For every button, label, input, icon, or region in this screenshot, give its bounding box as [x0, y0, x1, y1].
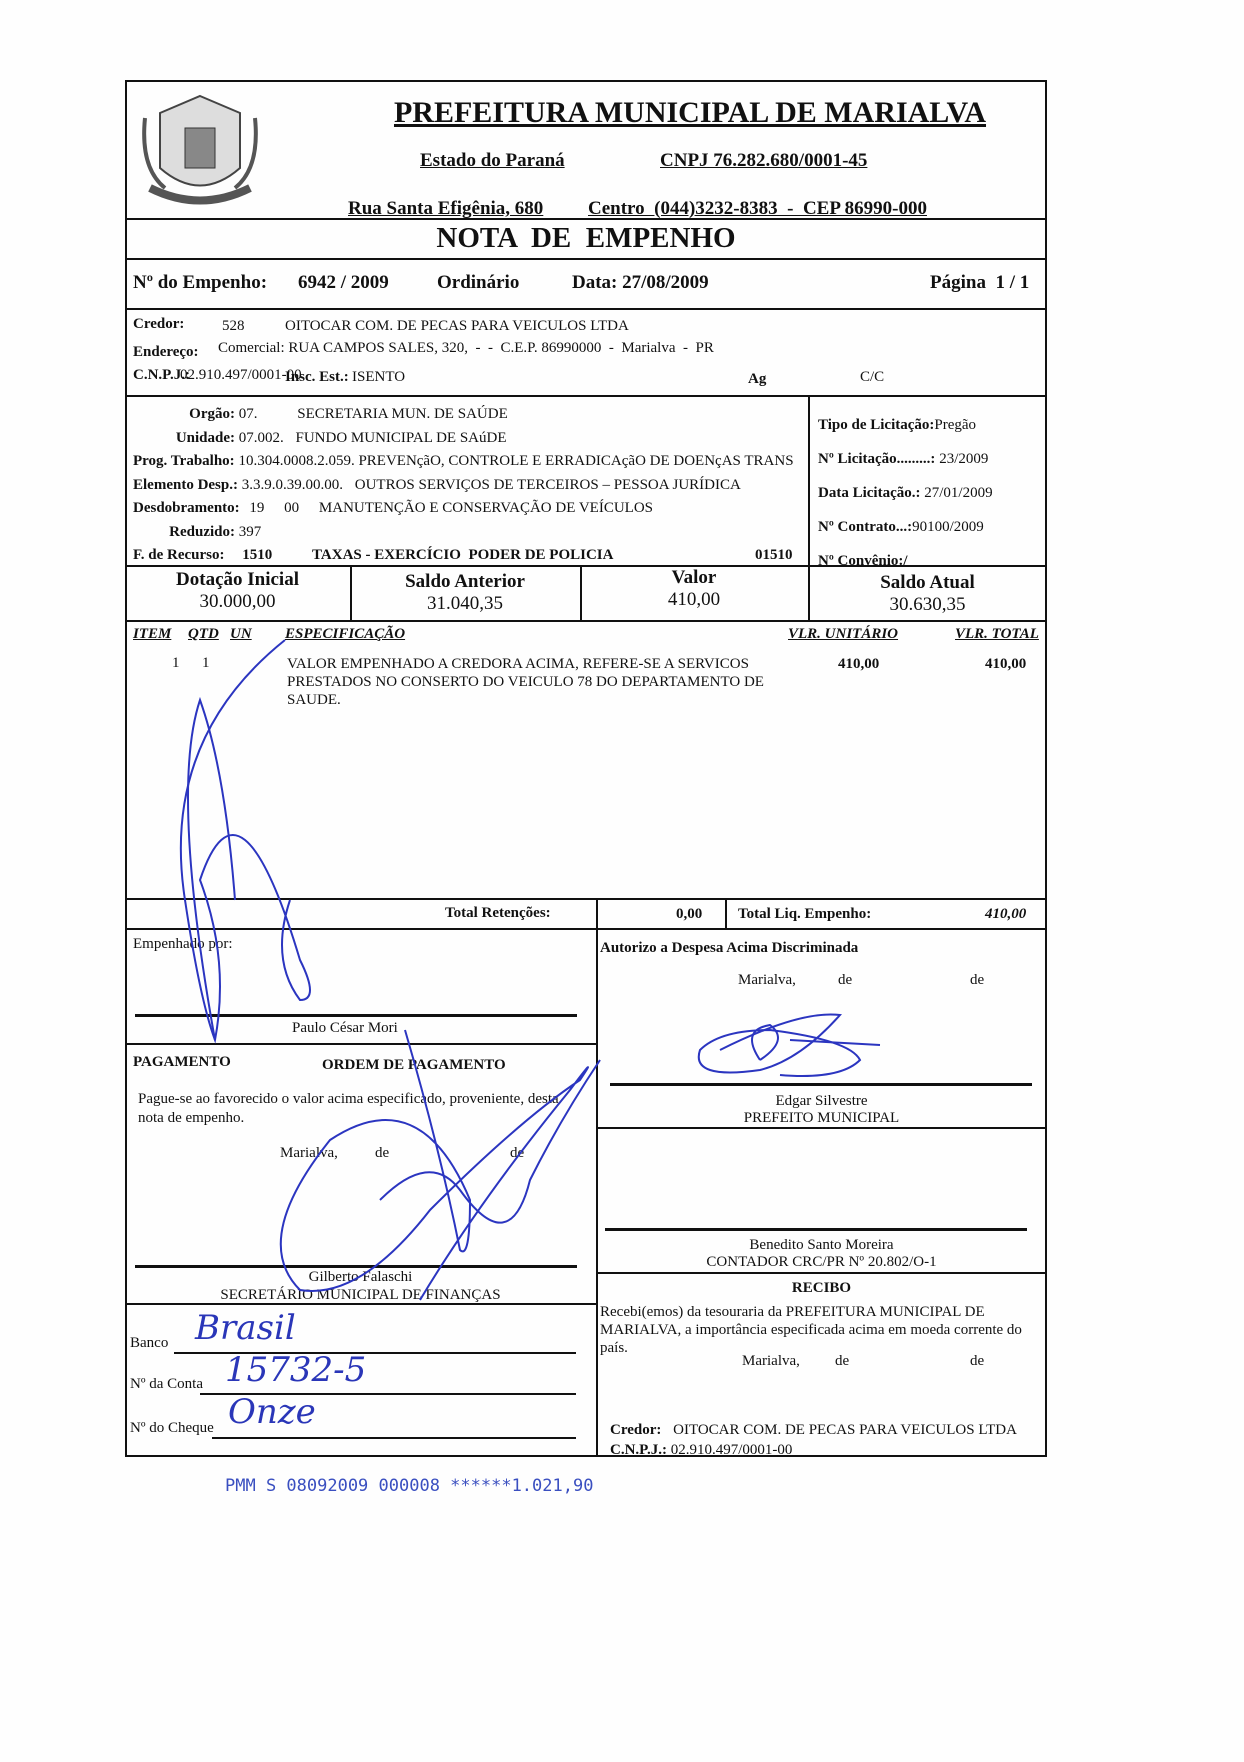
empenho-label: Nº do Empenho:	[133, 272, 268, 293]
prog-code: 10.304.0008.2.059.	[238, 453, 355, 469]
elem-name: OUTROS SERVIÇOS DE TERCEIROS – PESSOA JURÍDICA	[354, 476, 741, 493]
desd-code: 19	[249, 500, 265, 516]
secretario-title: SECRETÁRIO MUNICIPAL DE FINANÇAS	[220, 1287, 501, 1303]
convenio-label: Nº Convênio:/	[818, 553, 908, 569]
col-item: ITEM	[133, 626, 172, 642]
reduzido-value: 397	[238, 523, 262, 540]
recurso-name: TAXAS - EXERCÍCIO PODER DE POLICIA	[312, 547, 614, 563]
empenhado-label: Empenhado por:	[133, 936, 233, 952]
contador-title: CONTADOR CRC/PR Nº 20.802/O-1	[706, 1254, 937, 1270]
desd-sub: 00	[284, 500, 300, 516]
page-number: Página 1 / 1	[930, 272, 1030, 293]
recibo-text-1: Recebi(emos) da tesouraria da PREFEITURA MUNICIPAL DE	[600, 1304, 985, 1320]
saldo-anterior: Saldo Anterior 31.040,35	[405, 571, 525, 614]
header-address: Rua Santa Efigênia, 680	[348, 198, 544, 219]
recibo-text-2: MARIALVA, a importância especificada acima em moeda corrente do	[600, 1322, 1022, 1338]
col-un: UN	[230, 626, 252, 642]
orgao-code: 07.	[238, 406, 258, 422]
licitacao-data: 27/01/2009	[924, 485, 993, 501]
rec-de: de	[835, 1353, 850, 1369]
empenho-date: Data: 27/08/2009	[572, 272, 709, 293]
saldo-valor: Valor 410,00	[667, 567, 721, 610]
cheque-label: Nº do Cheque	[130, 1420, 214, 1436]
nota-de-empenho: PREFEITURA MUNICIPAL DE MARIALVA Estado do Paraná CNPJ 76.282.680/0001-45 Rua Santa Efigênia, 680 Centro (044)3232-8383 - CEP 86990-000 NOTA DE EMPENHO Nº do Empenho: 6942 / 2009 Ordinário Data: 27/08/2009 Página 1 / 1 Credor: 528 OITOCAR COM. DE PECAS PARA VEICULOS LTDA Endereço: Comercial: RUA CAMPOS SALES, 320, - - C.E.P. 86990000 - Marialva - PR C.N.P.J.: 02.910.497/0001-00 Insc. Est.: ISENTO Ag C/C Orgão: 07. SECRETARIA MUN. DE SAÚDE Unidade: 07.002. FUNDO MUNICIPAL DE SAúDE Prog. Trabalho: 10.304.0008.2.059. PREVENçãO, CONTROLE E ERRADICAçãO DE DOENçAS TRANS Elemento Desp.: 3.3.9.0.39.00.00. OUTROS SERVIÇOS DE TERCEIROS – PESSOA JURÍDICA Desdobramento: 19 00 MANUTENÇÃO E CONSERVAÇÃO DE VEÍCULOS Reduzido: 397 F. de Recurso: 1510 TAXAS - EXERCÍCIO PODER DE POLICIA 01510 Tipo de Licitação:Pregão Nº Licitação.........: 23/2009 Data Licitação.: 27/01/2009 Nº Contrato...:90100/2009 Nº Convênio:/ Dotação Inicial 30.000,00 Saldo Anterior 31.040,35 Valor 410,00 Saldo Atual 30.630,35 ITEM QTD UN ESPECIFICAÇÃO VLR. UNITÁRIO VLR. TOTAL 1 1 VALOR EMPENHADO A CREDORA ACIMA, REFERE-SE A SERVICOS PRESTADOS NO CONSERTO DO VEICULO 78 DO DEPARTAMENTO DE SAUDE. 410,00 410,00 Total Retenções: 0,00 Total Liq. Empenho: 410,00 Empenhado por: Paulo César Mori PAGAMENTO ORDEM DE PAGAMENTO Pague-se ao favorecido o valor acima especificado, proveniente, desta nota de empenho. Marialva, de de Gilberto Falaschi SECRETÁRIO MUNICIPAL DE FINANÇAS Banco Brasil Nº da Conta 15732-5 Nº do Cheque Onze Autorizo a Despesa Acima Discriminada Marialva, de de Edgar Silvestre PREFEITO MUNICIPAL Benedito Santo Moreira CONTADOR CRC/PR Nº 20.802/O-1 RECIBO Recebi(emos) da tesouraria da PREFEITURA MUNICIPAL DE MARIALVA, a importância especificada acima em moeda corrente do país. Marialva, de de Credor: OITOCAR COM. DE PECAS PARA VEICULOS LTDA C.N.P.J.: 02.910.497/0001-00 PMM S 08092009 000008 ******1.021,90	[0, 0, 1244, 1762]
aut-de-2: de	[970, 972, 985, 988]
credor-name: OITOCAR COM. DE PECAS PARA VEICULOS LTDA	[285, 318, 629, 334]
col-total-value: VLR. TOTAL	[955, 626, 1039, 642]
header-contact: Centro (044)3232-8383 - CEP 86990-000	[588, 198, 927, 219]
header-title: PREFEITURA MUNICIPAL DE MARIALVA	[393, 96, 987, 129]
contrato-label: Nº Contrato...:	[818, 519, 913, 535]
header-state: Estado do Paraná	[420, 150, 565, 171]
empenhado-name: Paulo César Mori	[292, 1020, 398, 1036]
cnpj-label: C.N.P.J.:	[133, 367, 190, 383]
agency-label: Ag	[748, 371, 767, 387]
autorizo-label: Autorizo a Despesa Acima Discriminada	[600, 940, 859, 956]
tipo-value: Pregão	[934, 417, 977, 433]
saldo-dotacao: Dotação Inicial 30.000,00	[176, 569, 299, 612]
recibo-title: RECIBO	[791, 1280, 852, 1296]
retencoes-label: Total Retenções:	[445, 905, 551, 921]
col-especificacao: ESPECIFICAÇÃO	[285, 626, 406, 642]
prog-name: PREVENçãO, CONTROLE E ERRADICAçãO DE DOENçAS TRANS	[358, 453, 794, 469]
pag-city: Marialva,	[280, 1145, 338, 1161]
credor-cnpj: 02.910.497/0001-00	[180, 367, 302, 383]
address-label: Endereço:	[133, 344, 199, 360]
orgao-label: Orgão:	[189, 406, 235, 422]
elem-code: 3.3.9.0.39.00.00.	[241, 476, 343, 493]
header-cnpj: CNPJ 76.282.680/0001-45	[660, 150, 868, 171]
empenho-type: Ordinário	[437, 272, 520, 293]
aut-de: de	[838, 972, 853, 988]
conta-field[interactable]: 15732-5	[225, 1350, 367, 1390]
pagamento-label: PAGAMENTO	[133, 1054, 231, 1070]
credor-label: Credor:	[133, 316, 185, 332]
recibo-text-3: país.	[600, 1340, 628, 1356]
retencoes-value: 0,00	[676, 906, 703, 922]
pague-text-2: nota de empenho.	[138, 1110, 245, 1126]
insc-label: Insc. Est.:	[285, 369, 349, 385]
reduzido-label: Reduzido:	[169, 523, 235, 540]
credor-code: 528	[222, 318, 245, 334]
tipo-label: Tipo de Licitação:	[818, 417, 935, 433]
contrato-value: 90100/2009	[912, 519, 984, 535]
rec-cnpj: 02.910.497/0001-00	[670, 1442, 793, 1458]
bank-authentication-stamp: PMM S 08092009 000008 ******1.021,90	[225, 1476, 594, 1496]
banco-label: Banco	[130, 1335, 169, 1351]
desd-label: Desdobramento:	[133, 500, 240, 516]
pague-text: Pague-se ao favorecido o valor acima especificado, proveniente, desta	[138, 1091, 559, 1107]
desd-name: MANUTENÇÃO E CONSERVAÇÃO DE VEÍCULOS	[318, 500, 654, 516]
licitacao-num-label: Nº Licitação.........:	[818, 451, 936, 467]
banco-field[interactable]: Brasil	[195, 1308, 296, 1348]
col-qtd: QTD	[188, 626, 219, 642]
conta-label: Nº da Conta	[130, 1376, 203, 1392]
recurso-number: 01510	[755, 547, 793, 563]
elem-label: Elemento Desp.:	[133, 476, 238, 493]
secretario-name: Gilberto Falaschi	[308, 1269, 413, 1285]
unidade-label: Unidade:	[175, 429, 235, 446]
ordem-pagamento-label: ORDEM DE PAGAMENTO	[322, 1057, 506, 1073]
liquido-value: 410,00	[985, 906, 1027, 922]
recurso-label: F. de Recurso:	[133, 547, 225, 563]
doc-title: NOTA DE EMPENHO	[436, 222, 736, 254]
rec-credor: OITOCAR COM. DE PECAS PARA VEICULOS LTDA	[673, 1422, 1017, 1438]
recurso-code: 1510	[242, 547, 273, 563]
liquido-label: Total Liq. Empenho:	[738, 906, 872, 922]
contador-name: Benedito Santo Moreira	[749, 1237, 894, 1253]
prefeito-title: PREFEITO MUNICIPAL	[743, 1110, 900, 1126]
insc-value: ISENTO	[352, 369, 406, 385]
licitacao-data-label: Data Licitação.:	[818, 485, 921, 501]
unidade-code: 07.002.	[238, 429, 284, 446]
cheque-field[interactable]: Onze	[228, 1392, 316, 1432]
rec-cnpj-label: C.N.P.J.:	[610, 1442, 667, 1458]
coat-of-arms-logo	[140, 88, 260, 213]
pag-de: de	[375, 1145, 390, 1161]
licitacao-info	[818, 408, 993, 578]
credor-address: Comercial: RUA CAMPOS SALES, 320, - - C.E.P. 86990000 - Marialva - PR	[218, 340, 714, 356]
saldo-atual: Saldo Atual 30.630,35	[880, 572, 975, 615]
orgao-name: SECRETARIA MUN. DE SAÚDE	[297, 406, 508, 422]
rec-de-2: de	[970, 1353, 985, 1369]
prefeito-name: Edgar Silvestre	[775, 1093, 868, 1109]
col-unit-value: VLR. UNITÁRIO	[788, 626, 899, 642]
prog-label: Prog. Trabalho:	[133, 453, 235, 469]
unidade-name: FUNDO MUNICIPAL DE SAúDE	[295, 429, 507, 446]
licitacao-num: 23/2009	[939, 451, 989, 467]
pag-de-2: de	[510, 1145, 525, 1161]
rec-city: Marialva,	[742, 1353, 800, 1369]
aut-city: Marialva,	[738, 972, 796, 988]
rec-credor-label: Credor:	[610, 1422, 662, 1438]
empenho-number: 6942 / 2009	[298, 272, 389, 293]
account-label: C/C	[860, 369, 885, 385]
budget-allocation	[133, 403, 803, 568]
